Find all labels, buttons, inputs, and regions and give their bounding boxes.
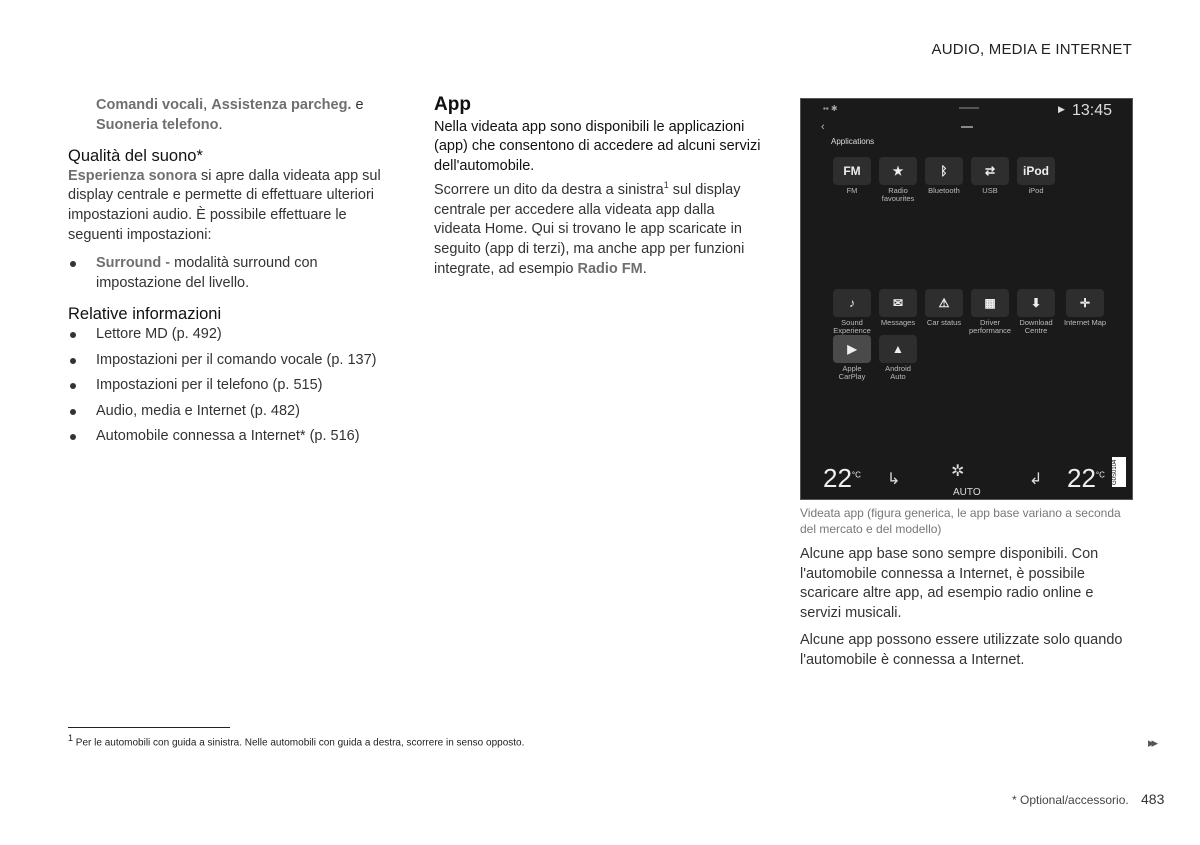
intro-text [68, 96, 400, 135]
app-label: iPod [1028, 186, 1044, 195]
app-tile[interactable] [923, 157, 965, 199]
list-item [68, 254, 368, 293]
related-item[interactable]: Automobile connessa a Internet* (p. 516) [68, 427, 400, 447]
footnote [68, 733, 524, 748]
sep: , [203, 97, 212, 113]
optional-note: * Optional/accessorio. [1012, 793, 1129, 807]
app-tile[interactable] [831, 289, 873, 335]
app-tile[interactable] [877, 289, 919, 331]
temp-left-value: 22 [823, 463, 852, 493]
page-indicator [961, 126, 973, 128]
link-surround[interactable]: Surround [96, 255, 162, 272]
app-label: Bluetooth [928, 186, 960, 195]
app-label: Sound Experience [833, 318, 871, 335]
app-label: Apple CarPlay [838, 364, 866, 381]
section-header: AUDIO, MEDIA E INTERNET [931, 41, 1132, 58]
app-label: USB [982, 186, 998, 195]
footnote-text: Per le automobili con guida a sinistra. Nelle automobili con guida a destra, scorrere in senso opposto. [73, 737, 525, 749]
period: . [218, 116, 223, 133]
auto-label[interactable]: AUTO [953, 487, 981, 498]
app-paragraph-2 [434, 176, 764, 279]
p2-text-b: sul display centrale per accedere alla videata app dalla videata Home. Qui si trovano le app scaricate in seguito (app di terzi), ma anche app per funzioni integrate, ad esempio [434, 182, 745, 277]
quality-heading-text: Qualità del suono [68, 147, 197, 166]
messages-icon: ✉ [879, 289, 917, 317]
screen-title: Applications [831, 137, 875, 146]
p2-text-a: Scorrere un dito da destra a sinistra [434, 182, 664, 199]
quality-text: si apre dalla videata app sul display centrale e permette di effettuare ulteriori impostazioni audio. È possibile effettuare le seguenti impostazioni: [68, 167, 381, 243]
bluetooth-icon: ᛒ [925, 157, 963, 185]
temp-right-value: 22 [1067, 463, 1096, 493]
usb-icon: ⇄ [971, 157, 1009, 185]
link-sound-experience[interactable]: Esperienza sonora [68, 167, 197, 184]
status-icons: ▪▪ ✱ [823, 104, 838, 113]
figure-code: G0S0104 [1112, 457, 1126, 487]
app-tile[interactable] [969, 157, 1011, 199]
app-tile[interactable] [1061, 289, 1109, 331]
warning-icon: ⚠ [925, 289, 963, 317]
surround-text: - modalità surround con impostazione del livello. [96, 255, 318, 291]
handle-bar [959, 107, 979, 109]
sound-icon: ♪ [833, 289, 871, 317]
next-page-arrows[interactable]: ▸▸ [1148, 735, 1156, 750]
column-left [68, 96, 400, 447]
app-label: Android Auto [885, 364, 911, 381]
download-icon: ⬇ [1017, 289, 1055, 317]
optional-star: * [196, 147, 203, 166]
footnote-rule [68, 727, 230, 728]
related-heading: Relative informazioni [68, 305, 222, 324]
carplay-icon: ▶ [833, 335, 871, 363]
period: . [642, 260, 647, 277]
temp-right[interactable] [1067, 463, 1105, 494]
link-parking-assist[interactable]: Assistenza parcheg. [211, 97, 352, 113]
quality-paragraph [68, 167, 400, 245]
app-label: Driver performance [969, 318, 1012, 335]
fm-icon: FM [833, 157, 871, 185]
app-label: Radio favourites [881, 186, 915, 203]
app-screen-illustration [800, 98, 1133, 500]
play-icon: ▶ [1058, 104, 1065, 114]
android-auto-icon: ▲ [879, 335, 917, 363]
app-tile[interactable] [923, 289, 965, 331]
app-label: FM [846, 186, 858, 195]
related-item[interactable]: Lettore MD (p. 492) [68, 325, 400, 345]
map-icon: ✛ [1066, 289, 1104, 317]
app-tile[interactable] [1015, 157, 1057, 199]
seat-right-icon[interactable]: ↲ [1029, 471, 1043, 488]
and-text: e [351, 97, 364, 113]
related-item[interactable]: Impostazioni per il comando vocale (p. 137) [68, 351, 400, 371]
app-label: Internet Map [1063, 318, 1107, 327]
link-voice-commands[interactable]: Comandi vocali [96, 97, 204, 113]
link-ringtone[interactable]: Suoneria telefono [96, 116, 219, 133]
related-list [68, 325, 400, 447]
seat-left-icon[interactable]: ↳ [887, 471, 901, 488]
page-number: 483 [1141, 791, 1165, 807]
app-tile[interactable] [969, 289, 1012, 335]
figure-caption: Videata app (figura generica, le app base variano a seconda del mercato e del modello) [800, 506, 1121, 536]
fan-icon[interactable]: ✲ [951, 463, 965, 480]
link-radio-fm[interactable]: Radio FM [577, 260, 643, 277]
surround-list [68, 254, 368, 293]
ipod-icon: iPod [1017, 157, 1055, 185]
related-item[interactable]: Audio, media e Internet (p. 482) [68, 402, 400, 422]
app-heading: App [434, 94, 471, 115]
star-icon: ★ [879, 157, 917, 185]
back-icon[interactable]: ‹ [821, 121, 825, 133]
column-middle [434, 95, 764, 279]
app-tile[interactable] [831, 157, 873, 199]
app-label: Download Centre [1019, 318, 1053, 335]
quality-heading [68, 147, 400, 167]
app-tile[interactable] [877, 335, 919, 381]
column-right [800, 505, 1132, 671]
temp-unit: °C [1095, 470, 1105, 480]
temp-left[interactable] [823, 463, 861, 494]
right-paragraph-1: Alcune app base sono sempre disponibili. Con l'automobile connessa a Internet, è possibile scaricare altre app, ad esempio radio online e servizi musicali. [800, 546, 1099, 621]
app-paragraph-1: Nella videata app sono disponibili le applicazioni (app) che consentono di accedere ad alcuni servizi dell'automobile. [434, 118, 761, 174]
app-tile[interactable] [1015, 289, 1057, 335]
app-label: Car status [926, 318, 962, 327]
footnote-num: 1 [68, 733, 74, 743]
app-label: Messages [880, 318, 916, 327]
temp-unit: °C [851, 470, 861, 480]
related-item[interactable]: Impostazioni per il telefono (p. 515) [68, 376, 400, 396]
app-tile[interactable] [877, 157, 919, 203]
right-paragraph-2: Alcune app possono essere utilizzate solo quando l'automobile è connessa a Internet. [800, 632, 1123, 668]
performance-icon: ▦ [971, 289, 1009, 317]
app-tile[interactable] [831, 335, 873, 381]
clock: 13:45 [1072, 102, 1113, 119]
footnote-ref: 1 [663, 180, 669, 191]
